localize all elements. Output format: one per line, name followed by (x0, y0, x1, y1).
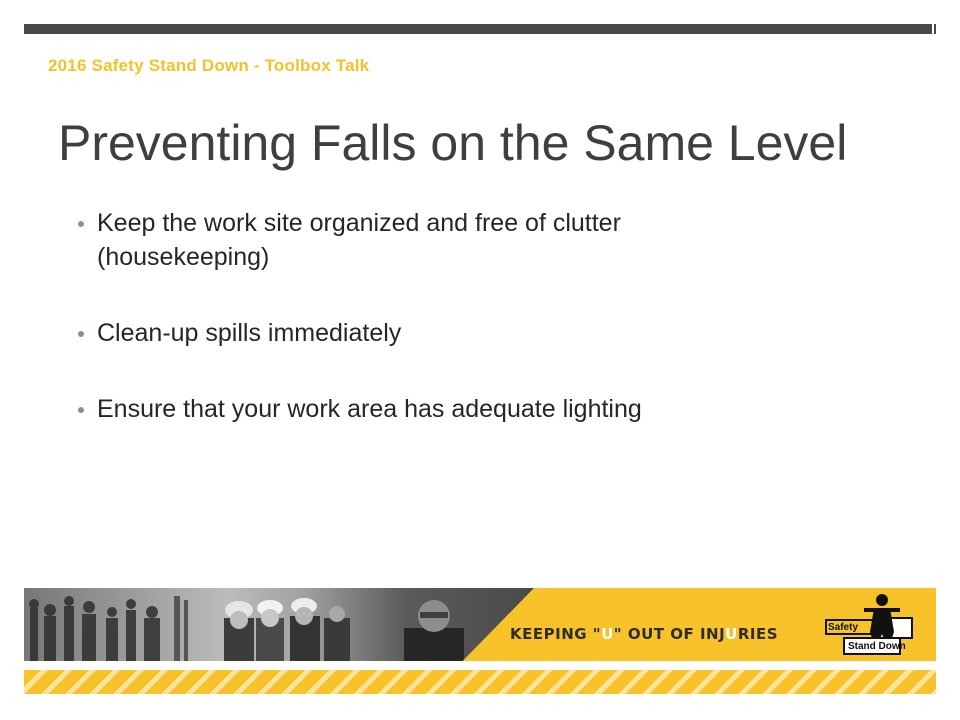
bullet-text-continued: (housekeeping) (97, 243, 270, 271)
hazard-stripe (24, 670, 936, 694)
bullet-item (78, 392, 898, 426)
bullet-text: Clean-up spills immediately (97, 319, 402, 347)
logo-stand-down-text: Stand Down (848, 641, 906, 652)
safety-stand-down-logo (824, 592, 914, 658)
bullet-dot-icon (78, 407, 84, 413)
tagline-text: RIES (737, 625, 779, 643)
slide-title: Preventing Falls on the Same Level (58, 115, 848, 171)
tagline-u: U (725, 625, 738, 643)
banner-tagline (510, 625, 778, 643)
tagline-text: " OUT OF INJ (613, 625, 726, 643)
bullet-item (78, 206, 898, 274)
footer-banner (24, 588, 936, 661)
tagline-text: KEEPING " (510, 625, 602, 643)
slide-subtitle: 2016 Safety Stand Down - Toolbox Talk (48, 56, 370, 75)
top-bar (24, 24, 932, 34)
top-bar-tick (934, 24, 936, 34)
tagline-u: U (601, 625, 614, 643)
workers-photo (24, 588, 534, 661)
logo-safety-text: Safety (828, 622, 859, 633)
bullet-list (78, 206, 898, 468)
bullet-item (78, 316, 898, 350)
workers-photo-illustration (24, 588, 534, 661)
bullet-dot-icon (78, 331, 84, 337)
bullet-text: Keep the work site organized and free of clutter (97, 209, 621, 237)
bullet-dot-icon (78, 221, 84, 227)
bullet-text: Ensure that your work area has adequate lighting (97, 395, 642, 423)
